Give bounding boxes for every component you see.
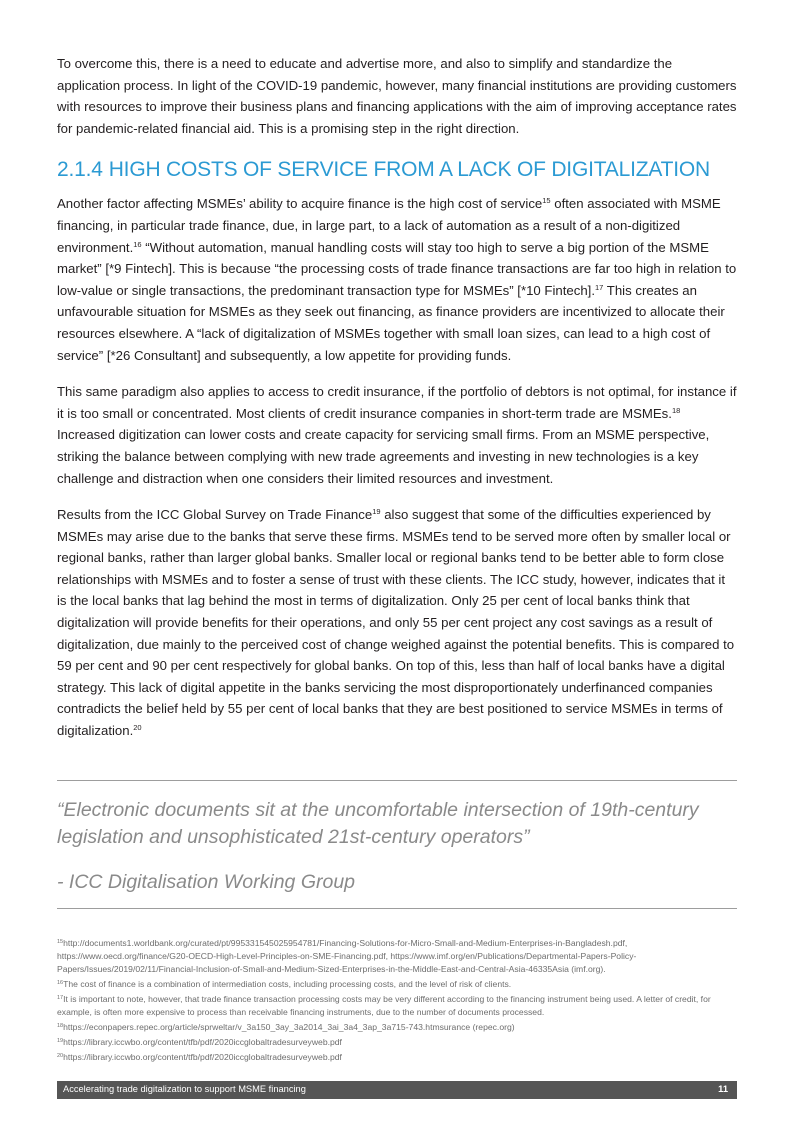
pull-quote [57,797,737,896]
section-title: HIGH COSTS OF SERVICE FROM A LACK OF DIGITALIZATION [108,158,710,182]
footnote-number: 19 [57,1038,64,1044]
footnote-number: 18 [57,1023,64,1029]
footnote-number: 15 [57,939,64,945]
paragraph-icc-survey [57,504,737,742]
footnote-number: 16 [57,980,64,986]
quote-bottom-divider [57,908,737,909]
footnote-ref-16[interactable]: 16 [133,239,142,249]
paragraph-text: Another factor affecting MSMEs’ ability to acquire finance is the high cost of service [57,196,543,212]
footnote-ref-19[interactable]: 19 [372,507,381,517]
footnotes [57,937,737,1066]
footnote-17 [57,993,737,1019]
paragraph-text: often associated with MSME financing, in particular trade finance, due, in large part, to a lack of automation as a result of a non-digitized environment. [57,196,721,255]
footnote-number: 17 [57,995,64,1001]
footnote-15 [57,937,737,976]
paragraph-text: This same paradigm also applies to access to credit insurance, if the portfolio of debtors is not optimal, for instance if it is too small or concentrated. Most clients of credit insurance companies in short-term trade are MSMEs. [57,384,737,421]
footer-title: Accelerating trade digitalization to support MSME financing [63,1084,306,1094]
section-heading [57,157,737,183]
footnote-ref-18[interactable]: 18 [671,405,681,415]
main-content [57,53,737,757]
footnote-ref-17[interactable]: 17 [595,282,604,292]
quote-attribution: - ICC Digitalisation Working Group [57,871,356,893]
footnote-19 [57,1036,737,1049]
footnote-text: It is important to note, however, that trade finance transaction processing costs may be very different according to the financing instrument being used. A letter of credit, for example, is often more expensive to process than receivable financing instruments, due to the number of documents processed. [57,994,711,1017]
quote-text: “Electronic documents sit at the uncomfortable intersection of 19th-century legislation and unsophisticated 21st-century operators” [57,799,699,848]
paragraph-text: also suggest that some of the difficulties experienced by MSMEs may arise due to the banks that serve these firms. MSMEs tend to be served more often by smaller local or regional banks, rather than larger global banks. Smaller local or regional banks tend to be better able to form close relationships with MSMEs and to foster a sense of trust with these clients. The ICC study, however, indicates that it is the local banks that lag behind the most in terms of digitalization. Only 25 per cent of local banks think that digitalization will provide benefits for their operations, and only 55 per cent project any cost savings as a result of digitalization, due mainly to the perceived cost of change weighed against the potential benefits. This is compared to 59 per cent and 90 per cent respectively for global banks. On top of this, less than half of local banks have a digital strategy. This lack of digital appetite in the banks servicing the most disproportionately underfinanced companies contradicts the belief held by 55 per cent of local banks that they are best positioned to service MSMEs in terms of digitalization. [57,507,735,739]
footnote-text[interactable]: https://library.iccwbo.org/content/tfb/pdf/2020iccglobaltradesurveyweb.pdf [63,1037,342,1047]
paragraph-credit-insurance [57,381,737,489]
paragraph-high-cost-of-service [57,193,737,366]
paragraph-text: This creates an unfavourable situation for MSMEs as they seek out financing, as finance providers are incentivized to allocate their resources elsewhere. A “lack of digitalization of MSMEs together with small loan sizes, can lead to a high cost of service” [*26 Consultant] and subsequently, a low appetite for providing funds. [57,282,725,363]
quote-top-divider [57,780,737,781]
footnote-ref-20[interactable]: 20 [133,723,142,733]
paragraph-text: Increased digitization can lower costs and create capacity for servicing small firms. From an MSME perspective, striking the balance between complying with new trade agreements and investing in new technologies is a key challenge and distraction when one considers their limited resources and investment. [57,427,710,486]
page-number: 11 [718,1084,728,1094]
footnote-20 [57,1051,737,1064]
footnote-number: 20 [57,1053,64,1059]
footnote-16 [57,978,737,991]
intro-paragraph: To overcome this, there is a need to educate and advertise more, and also to simplify and standardize the application process. In light of the COVID-19 pandemic, however, many financial institutions are providing customers with resources to improve their business plans and financing applications with the aim of improving acceptance rates for pandemic-related financial aid. This is a promising step in the right direction. [57,56,737,136]
paragraph-text: “Without automation, manual handling costs will stay too high to serve a big portion of the MSME market” [*9 Fintech]. This is because “the processing costs of trade finance transactions are far too high in relation to low-value or single transactions, the predominant transaction type for MSMEs” [*10 Fintech]. [57,239,737,298]
footnote-text[interactable]: http://documents1.worldbank.org/curated/pt/995331545025954781/Financing-Solutions-for-Micro-Small-and-Medium-Enterprises-in-Bangladesh.pdf, https://www.oecd.org/finance/G20-OECD-High-Level-Principles-on-SME-Financing.pdf, https://www.imf.org/en/Publications/Departmental-Papers-Policy-Papers/Issues/2019/02/11/Financial-Inclusion-of-Small-and-Medium-Sized-Enterprises-in-the-Middle-East-and-Central-Asia-46335Asia (imf.org). [57,938,637,974]
section-number: 2.1.4 [57,158,103,182]
footnote-text[interactable]: https://econpapers.repec.org/article/sprweltar/v_3a150_3ay_3a2014_3ai_3a4_3ap_3a715-743.htmsurance (repec.org) [63,1022,515,1032]
footnote-text[interactable]: https://library.iccwbo.org/content/tfb/pdf/2020iccglobaltradesurveyweb.pdf [63,1052,342,1062]
footnote-text: The cost of finance is a combination of intermediation costs, including processing costs, and the level of risk of clients. [63,979,512,989]
footnote-18 [57,1021,737,1034]
paragraph-text: Results from the ICC Global Survey on Trade Finance [57,507,373,523]
footnote-ref-15[interactable]: 15 [542,196,551,206]
page-footer [57,1081,737,1099]
